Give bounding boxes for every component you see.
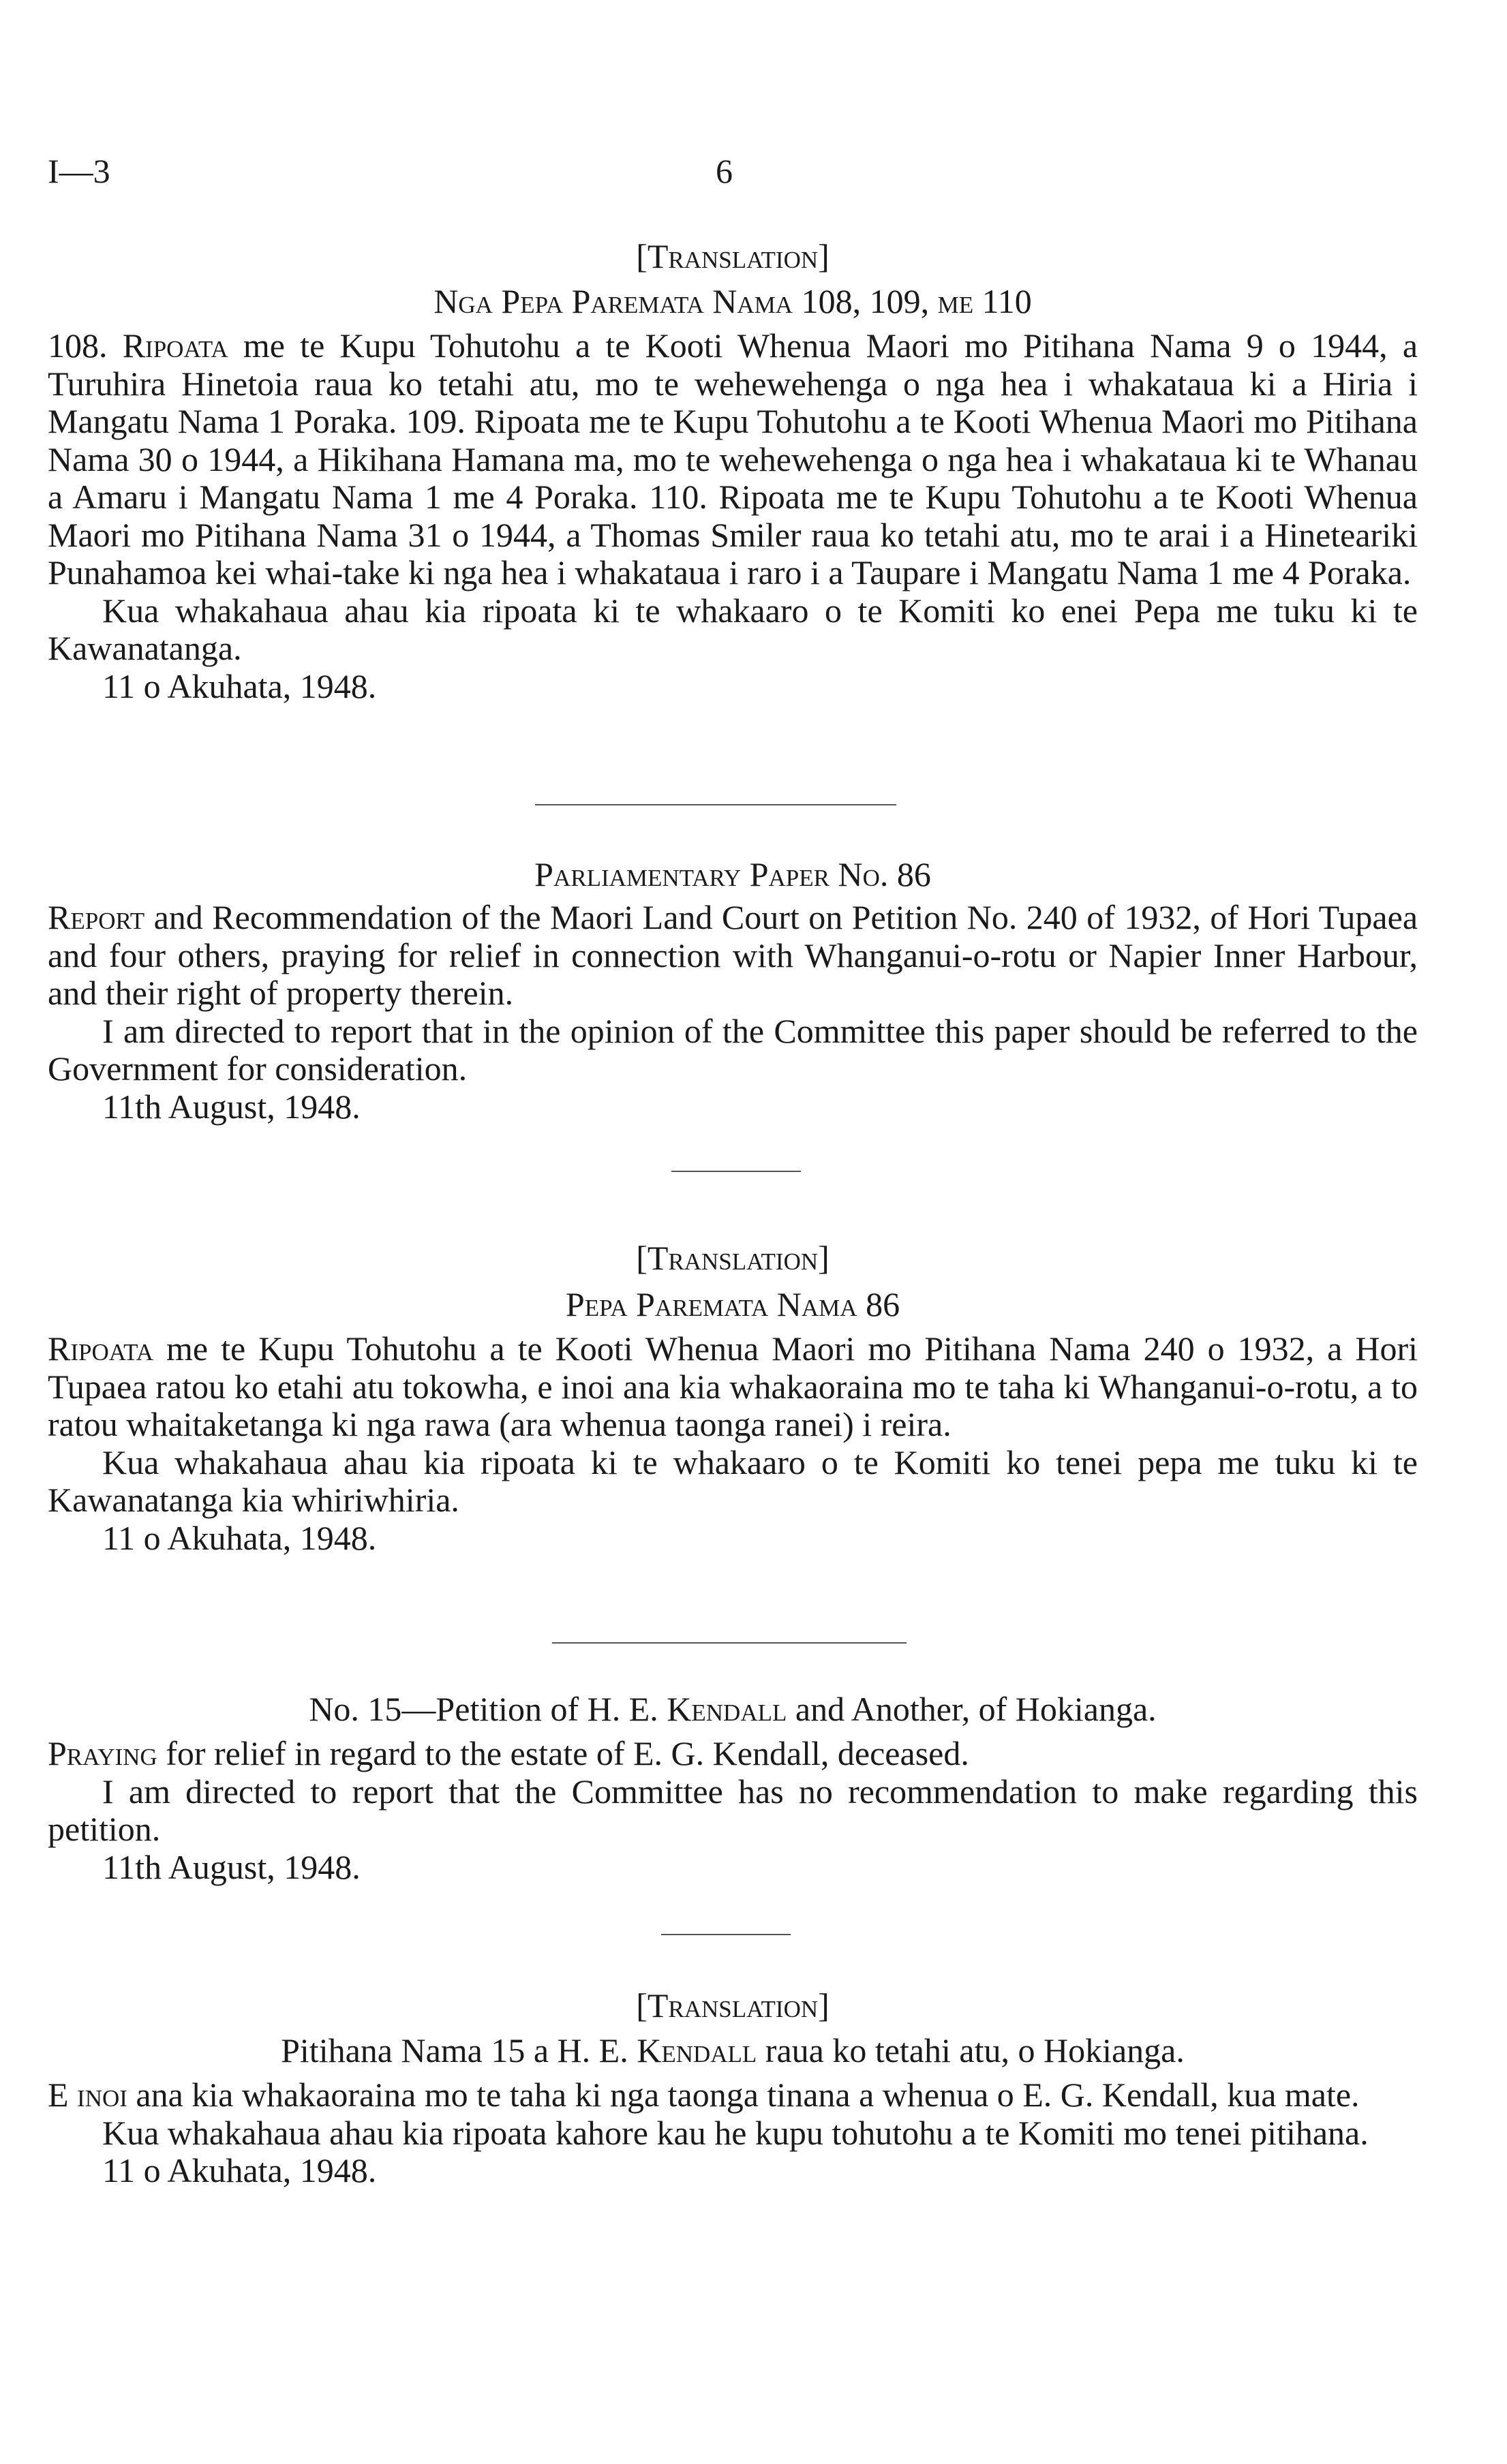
translation-section-108-110	[48, 237, 1418, 705]
date-line: 11 o Akuhata, 1948.	[102, 666, 377, 705]
title-text: Pitihana Nama 15 a H. E.	[281, 2031, 628, 2069]
section-divider	[671, 1171, 801, 1172]
paragraph-text: ana kia whakaoraina mo te taha ki nga taonga tinana a whenua o E. G. Kendall, kua mate.	[136, 2076, 1360, 2114]
translation-section-15	[48, 1986, 1418, 2190]
body-paragraph	[48, 899, 1418, 1013]
page-number: 6	[716, 152, 733, 190]
petition-15-section	[48, 1690, 1418, 1886]
translation-label: [Translation]	[636, 1239, 829, 1277]
lead-word: Report	[48, 898, 145, 936]
lead-word: 108. Ripoata	[48, 326, 228, 365]
section-title: Parliamentary Paper No. 86	[534, 855, 931, 893]
body-paragraph: I am directed to report that the Committee has no recommendation to make regarding this petition.	[48, 1772, 1418, 1848]
paragraph-text: for relief in regard to the estate of E. G. Kendall, deceased.	[166, 1734, 969, 1772]
title-text: and Another, of Hokianga.	[795, 1690, 1157, 1728]
paper-reference: I—3	[48, 152, 110, 190]
body-paragraph	[48, 1735, 1418, 1773]
date-line: 11th August, 1948.	[102, 1847, 361, 1886]
section-title	[48, 1690, 1418, 1728]
page-header	[48, 151, 1411, 206]
section-divider	[535, 804, 896, 805]
section-title	[48, 2031, 1418, 2069]
petitioner-name: Kendall	[667, 1690, 787, 1728]
translation-section-86	[48, 1239, 1418, 1557]
petitioner-name: Kendall	[637, 2031, 757, 2069]
title-text: raua ko tetahi atu, o Hokianga.	[765, 2031, 1185, 2069]
body-paragraph	[48, 1330, 1418, 1444]
section-divider	[661, 1934, 791, 1935]
lead-word: Praying	[48, 1734, 157, 1772]
parliamentary-paper-86	[48, 855, 1418, 1126]
paragraph-text: me te Kupu Tohutohu a te Kooti Whenua Maori mo Pitihana Nama 240 o 1932, a Hori Tupaea ratou ko etahi atu tokowha, e inoi ana kia whakaoraina mo te taha ki Whanganui-o-rotu, a to ratou whaitaketanga ki nga rawa (ara whenua taonga ranei) i reira.	[48, 1329, 1418, 1443]
title-text: No. 15—Petition of H. E.	[309, 1690, 658, 1728]
lead-word: Ripoata	[48, 1329, 153, 1368]
body-paragraph: I am directed to report that in the opinion of the Committee this paper should be referred to the Government for consideration.	[48, 1011, 1418, 1088]
lead-word: E inoi	[48, 2076, 127, 2114]
body-paragraph	[48, 327, 1418, 592]
translation-label: [Translation]	[636, 1986, 829, 2024]
body-paragraph: Kua whakahaua ahau kia ripoata ki te whakaaro o te Komiti ko enei Pepa me tuku ki te Kawanatanga.	[48, 591, 1418, 667]
paragraph-text: and Recommendation of the Maori Land Court on Petition No. 240 of 1932, of Hori Tupaea and four others, praying for relief in connection with Whanganui-o-rotu or Napier Inner Harbour, and their right of property therein.	[48, 898, 1418, 1012]
date-line: 11th August, 1948.	[102, 1087, 361, 1126]
date-line: 11 o Akuhata, 1948.	[102, 2151, 377, 2189]
body-paragraph: Kua whakahaua ahau kia ripoata ki te whakaaro o te Komiti ko tenei pepa me tuku ki te Kawanatanga kia whiriwhiria.	[48, 1443, 1418, 1519]
section-divider	[552, 1642, 907, 1644]
paragraph-text: me te Kupu Tohutohu a te Kooti Whenua Maori mo Pitihana Nama 9 o 1944, a Turuhira Hinetoia raua ko tetahi atu, mo te wehewehenga o nga hea i whakataua ki a Hiria i Mangatu Nama 1 Poraka. 109. Ripoata me te Kupu Tohutohu a te Kooti Whenua Maori mo Pitihana Nama 30 o 1944, a Hikihana Hamana ma, mo te wehewehenga o nga hea i whakataua ki te Whanau a Amaru i Mangatu Nama 1 me 4 Poraka. 110. Ripoata me te Kupu Tohutohu a te Kooti Whenua Maori mo Pitihana Nama 31 o 1944, a Thomas Smiler raua ko tetahi atu, mo te arai i a Hineteariki Punahamoa kei whai-take ki nga hea i whakataua i raro i a Taupare i Mangatu Nama 1 me 4 Poraka.	[48, 326, 1418, 591]
body-paragraph	[48, 2076, 1418, 2114]
date-line: 11 o Akuhata, 1948.	[102, 1518, 377, 1557]
section-title: Nga Pepa Paremata Nama 108, 109, me 110	[433, 282, 1032, 320]
section-title: Pepa Paremata Nama 86	[565, 1285, 900, 1323]
translation-label: [Translation]	[636, 237, 829, 275]
body-paragraph: Kua whakahaua ahau kia ripoata kahore kau he kupu tohutohu a te Komiti mo tenei pitihana.	[102, 2113, 1369, 2152]
